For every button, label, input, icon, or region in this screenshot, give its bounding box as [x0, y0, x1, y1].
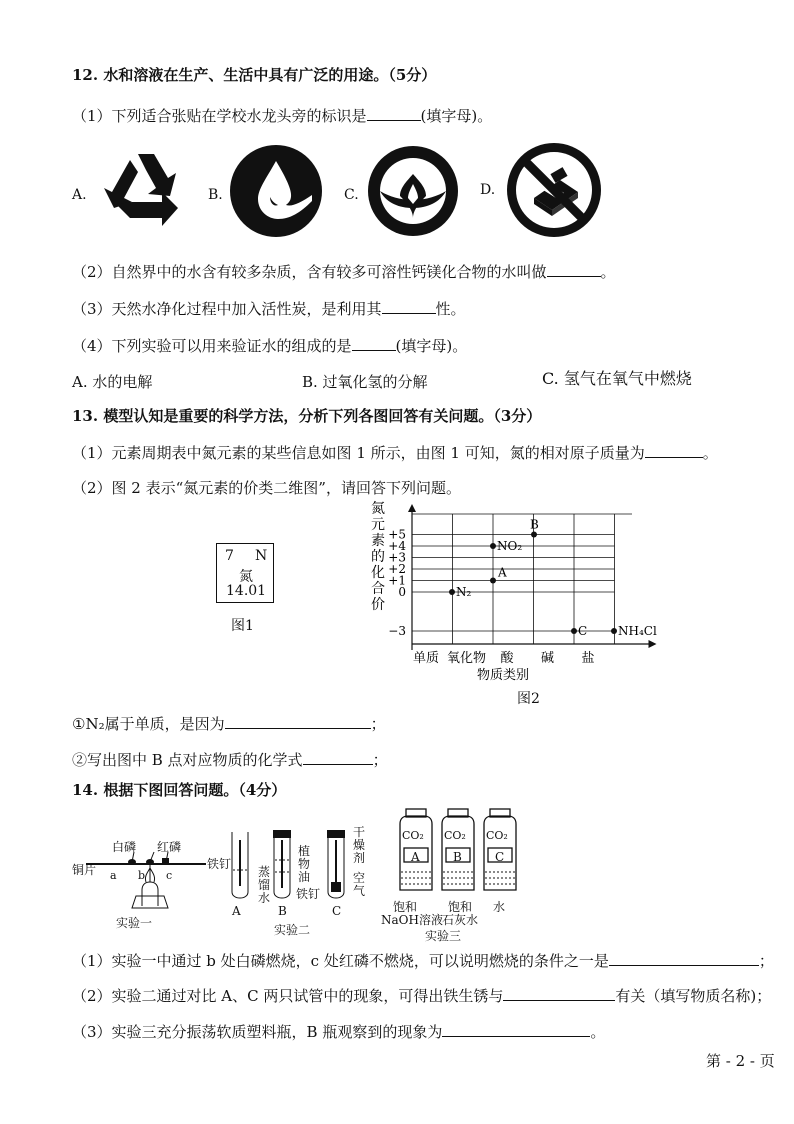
air-label: 空气 — [353, 871, 366, 898]
q12-title: 12. 水和溶液在生产、生活中具有广泛的用途。（5分） — [72, 66, 437, 84]
element-tile — [216, 543, 274, 603]
data-point-label: A — [498, 565, 507, 580]
x-tick-label: 碱 — [540, 651, 555, 666]
vegetable-oil-label: 植物油 — [298, 844, 311, 884]
q14-part2: （2）实验二通过对比 A、C 两只试管中的现象，可得出铁生锈与 有关（填写物质名称)； — [72, 987, 772, 1005]
nitrogen-valence-chart — [360, 500, 670, 710]
y-axis-title-char: 合 — [371, 581, 385, 597]
q13-title: 13. 模型认知是重要的科学方法，分析下列各图回答有关问题。（3分） — [72, 407, 542, 425]
data-point-label: B — [530, 517, 539, 532]
bottle-b-label: B — [453, 850, 462, 864]
option-a-label: A. — [72, 187, 87, 203]
y-axis-title-char: 价 — [371, 597, 385, 613]
x-tick-label: 氧化物 — [446, 651, 487, 666]
water-saving-icon — [366, 144, 460, 238]
x-tick-label: 酸 — [500, 651, 514, 666]
q13-part2: （2）图 2 表示“氮元素的价类二维图”，请回答下列问题。 — [72, 479, 461, 497]
bottle-c-gas: CO₂ — [486, 829, 508, 842]
y-tick-label: +3 — [388, 550, 406, 565]
atomic-number: 7 — [225, 548, 234, 564]
q12-choice-c: C. 氢气在氧气中燃烧 — [542, 369, 692, 388]
y-tick-label: 0 — [398, 585, 406, 599]
bottle-a-gas: CO₂ — [402, 829, 424, 842]
q14-title: 14. 根据下图回答问题。（4分） — [72, 781, 287, 799]
page-number: 第 - 2 - 页 — [706, 1052, 775, 1070]
data-point-label: NH₄Cl — [618, 624, 657, 638]
data-point — [531, 532, 537, 538]
point-b-label: b — [138, 869, 146, 882]
element-name: 氮 — [239, 569, 253, 585]
experiment-2-caption: 实验二 — [274, 923, 311, 937]
option-b-label: B. — [208, 187, 223, 203]
y-tick-label: +4 — [388, 539, 406, 553]
bottle-a-liquid-2: NaOH溶液 — [381, 913, 443, 927]
x-axis-arrow — [649, 640, 657, 648]
data-point-label: C — [578, 624, 588, 638]
tube-a-label: A — [232, 904, 241, 918]
bottle-b-liquid-1: 饱和 — [448, 900, 473, 914]
x-tick-label: 单质 — [412, 651, 440, 666]
point-a-label: a — [110, 869, 117, 882]
y-axis-arrow — [408, 504, 416, 512]
point-c-label: c — [166, 869, 173, 882]
bottle-a-liquid-1: 饱和 — [393, 900, 418, 914]
x-axis-title: 物质类别 — [476, 668, 530, 683]
q12-choice-b: B. 过氧化氢的分解 — [302, 373, 428, 391]
data-point-label: NO₂ — [497, 539, 523, 553]
distilled-water-label: 蒸馏水 — [258, 865, 271, 905]
q13-sub1: ①N₂属于单质，是因为 ； — [72, 715, 386, 733]
bottle-c-liquid-2: 水 — [493, 900, 506, 914]
y-axis-title-char: 化 — [371, 565, 385, 581]
data-point-label: N₂ — [456, 585, 472, 599]
bottle-b-gas: CO₂ — [444, 829, 466, 842]
q14-part3: （3）实验三充分振荡软质塑料瓶，B 瓶观察到的现象为 。 — [72, 1023, 606, 1041]
data-point — [611, 628, 617, 634]
q12-part1: （1）下列适合张贴在学校水龙头旁的标识是 (填字母)。 — [72, 107, 493, 125]
q13-sub2: ②写出图中 B 点对应物质的化学式 ； — [72, 751, 388, 769]
data-point — [571, 628, 577, 634]
option-d-label: D. — [480, 182, 496, 198]
water-drop-icon — [228, 143, 324, 239]
fig2-caption: 图2 — [517, 691, 540, 707]
q13-part1: （1）元素周期表中氮元素的某些信息如图 1 所示，由图 1 可知，氮的相对原子质量为 。 — [72, 444, 718, 462]
option-c-label: C. — [344, 187, 359, 203]
experiment-1-caption: 实验一 — [116, 916, 153, 930]
tube-c-label: C — [332, 904, 342, 918]
atomic-mass: 14.01 — [226, 583, 267, 599]
recycle-icon — [100, 150, 190, 230]
q12-choice-a: A. 水的电解 — [72, 373, 153, 391]
experiment-3-caption: 实验三 — [425, 929, 462, 943]
y-tick-label: +5 — [388, 527, 406, 542]
x-tick-label: 盐 — [581, 651, 595, 666]
tube-b-label: B — [278, 904, 287, 918]
y-axis-title-char: 素 — [371, 533, 385, 549]
q14-part1: （1）实验一中通过 b 处白磷燃烧，c 处红磷不燃烧，可以说明燃烧的条件之一是 ； — [72, 952, 774, 970]
data-point — [449, 589, 455, 595]
q12-part2: （2）自然界中的水含有较多杂质，含有较多可溶性钙镁化合物的水叫做 。 — [72, 263, 616, 281]
fig1-caption: 图1 — [231, 618, 254, 634]
bottle-c-label: C — [495, 850, 505, 864]
y-axis-title-char: 氮 — [371, 501, 385, 517]
bottle-a-label: A — [411, 850, 420, 864]
y-tick-label: −3 — [388, 624, 406, 638]
iron-nail-label: 铁钉 — [207, 857, 232, 871]
y-tick-label: +1 — [388, 573, 406, 588]
no-smoking-icon — [504, 140, 604, 240]
data-point — [490, 578, 496, 584]
y-axis-title-char: 的 — [371, 549, 385, 565]
iron-nail-2-label: 铁钉 — [296, 887, 321, 901]
white-phosphorus-label: 白磷 — [112, 840, 137, 854]
q12-part3: （3）天然水净化过程中加入活性炭，是利用其 性。 — [72, 300, 466, 318]
element-symbol: N — [255, 548, 268, 564]
y-axis-title-char: 元 — [371, 517, 385, 533]
copper-sheet-label: 铜片 — [72, 863, 97, 877]
red-phosphorus-label: 红磷 — [157, 840, 182, 854]
q12-part4: （4）下列实验可以用来验证水的组成的是 (填字母)。 — [72, 337, 468, 355]
bottle-b-liquid-2: 石灰水 — [442, 913, 479, 927]
y-tick-label: +2 — [388, 562, 406, 576]
data-point — [490, 543, 496, 549]
desiccant-label: 干燥剂 — [353, 825, 366, 865]
